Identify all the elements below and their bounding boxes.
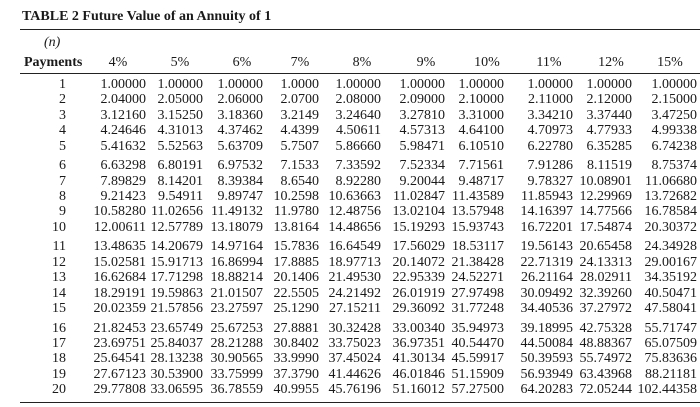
- table-cell: 3.24640: [335, 107, 381, 123]
- table-cell: 1.00000: [527, 77, 573, 92]
- table-cell: 34.35192: [644, 270, 697, 286]
- table-cell: 14.20679: [150, 239, 203, 255]
- table-cell: 15.19293: [392, 219, 445, 235]
- table-cell: 63.43968: [579, 366, 632, 382]
- table-cell: 11.06680: [645, 173, 697, 189]
- payment-number: 13: [52, 270, 66, 286]
- table-cell: 24.21492: [328, 285, 381, 301]
- payment-number: 9: [59, 204, 66, 220]
- table-cell: 55.74972: [579, 351, 632, 367]
- table-cell: 1.00000: [458, 77, 504, 92]
- table-cell: 5.86660: [335, 138, 381, 154]
- table-cell: 4.99338: [651, 123, 697, 139]
- payment-number: 15: [52, 301, 66, 316]
- table-cell: 29.36092: [392, 301, 445, 316]
- table-cell: 1.00000: [586, 77, 632, 92]
- table-cell: 2.11000: [528, 92, 573, 108]
- table-cell: 4.4399: [280, 123, 319, 139]
- table-cell: 25.84037: [150, 336, 203, 351]
- table-cell: 14.97164: [210, 239, 263, 255]
- table-cell: 2.05000: [157, 92, 203, 108]
- table-cell: 3.18360: [217, 107, 263, 123]
- table-cell: 9.21423: [100, 189, 146, 204]
- table-cell: 11.9780: [274, 204, 319, 220]
- rate-header-4pct: 4%: [108, 55, 128, 70]
- table-cell: 20.65458: [579, 239, 632, 255]
- payment-number: 7: [59, 173, 66, 189]
- table-cell: 8.11519: [587, 158, 632, 174]
- table-cell: 2.09000: [399, 92, 445, 108]
- table-cell: 21.82453: [93, 320, 146, 336]
- table-cell: 20.14072: [392, 254, 445, 270]
- table-cell: 2.10000: [458, 92, 504, 108]
- table-cell: 22.5505: [273, 285, 319, 301]
- table-cell: 8.39384: [217, 173, 263, 189]
- table-cell: 26.21164: [521, 270, 573, 286]
- table-cell: 9.89747: [217, 189, 263, 204]
- table-cell: 36.78559: [210, 382, 263, 398]
- table-cell: 9.78327: [527, 173, 573, 189]
- table-cell: 2.04000: [100, 92, 146, 108]
- table-cell: 3.37440: [586, 107, 632, 123]
- payment-number: 4: [59, 123, 66, 139]
- table-cell: 13.57948: [451, 204, 504, 220]
- table-cell: 16.64549: [328, 239, 381, 255]
- table-cell: 17.54874: [579, 219, 632, 235]
- rate-header-8pct: 8%: [352, 55, 372, 70]
- table-cell: 33.9990: [273, 351, 319, 367]
- table-cell: 12.00611: [94, 219, 146, 235]
- payment-number: 1: [59, 77, 66, 92]
- table-cell: 25.1290: [273, 301, 319, 316]
- table-cell: 7.52334: [399, 158, 445, 174]
- table-cell: 11.85943: [521, 189, 573, 204]
- table-cell: 30.32428: [328, 320, 381, 336]
- table-cell: 7.71561: [458, 158, 504, 174]
- table-cell: 88.21181: [645, 366, 697, 382]
- table-cell: 15.7836: [273, 239, 319, 255]
- table-cell: 13.8164: [273, 219, 319, 235]
- table-cell: 4.37462: [217, 123, 263, 139]
- payment-number: 10: [52, 219, 66, 235]
- table-cell: 6.74238: [651, 138, 697, 154]
- table-cell: 19.59863: [150, 285, 203, 301]
- table-cell: 20.1406: [273, 270, 319, 286]
- table-cell: 20.02359: [93, 301, 146, 316]
- payment-number: 17: [52, 336, 66, 351]
- header-rule: [20, 73, 700, 74]
- table-cell: 2.06000: [217, 92, 263, 108]
- table-cell: 6.97532: [217, 158, 263, 174]
- table-cell: 18.29191: [93, 285, 146, 301]
- table-cell: 10.63663: [328, 189, 381, 204]
- payment-number: 19: [52, 366, 66, 382]
- table-cell: 21.01507: [210, 285, 263, 301]
- table-cell: 55.71747: [644, 320, 697, 336]
- table-cell: 16.78584: [644, 204, 697, 220]
- table-cell: 17.71298: [150, 270, 203, 286]
- table-cell: 13.72682: [644, 189, 697, 204]
- table-cell: 8.6540: [280, 173, 319, 189]
- table-cell: 4.77933: [586, 123, 632, 139]
- table-cell: 51.16012: [392, 382, 445, 398]
- table-cell: 42.75328: [579, 320, 632, 336]
- table-cell: 17.56029: [392, 239, 445, 255]
- table-cell: 102.44358: [637, 382, 697, 398]
- table-cell: 12.57789: [150, 219, 203, 235]
- table-cell: 6.35285: [586, 138, 632, 154]
- rate-header-6pct: 6%: [232, 55, 252, 70]
- table-cell: 1.0000: [280, 77, 319, 92]
- table-cell: 29.77808: [93, 382, 146, 398]
- table-cell: 28.21288: [210, 336, 263, 351]
- table-cell: 45.76196: [328, 382, 381, 398]
- table-cell: 16.86994: [210, 254, 263, 270]
- table-cell: 14.77566: [579, 204, 632, 220]
- table-cell: 2.12000: [586, 92, 632, 108]
- table-cell: 4.57313: [399, 123, 445, 139]
- table-cell: 1.00000: [399, 77, 445, 92]
- table-cell: 30.09492: [520, 285, 573, 301]
- table-cell: 30.8402: [273, 336, 319, 351]
- rate-header-11pct: 11%: [536, 55, 562, 70]
- table-cell: 2.0700: [280, 92, 319, 108]
- payments-label: Payments: [24, 55, 83, 70]
- table-cell: 6.80191: [157, 158, 203, 174]
- table-cell: 11.02847: [393, 189, 445, 204]
- table-cell: 33.06595: [150, 382, 203, 398]
- table-cell: 3.34210: [527, 107, 573, 123]
- table-cell: 5.98471: [399, 138, 445, 154]
- table-cell: 34.40536: [520, 301, 573, 316]
- table-cell: 19.56143: [520, 239, 573, 255]
- table-cell: 50.39593: [520, 351, 573, 367]
- table-cell: 25.67253: [210, 320, 263, 336]
- payment-number: 12: [52, 254, 66, 270]
- table-cell: 13.48635: [93, 239, 146, 255]
- payment-number: 16: [52, 320, 66, 336]
- table-cell: 21.57856: [150, 301, 203, 316]
- table-cell: 27.97498: [451, 285, 504, 301]
- table-cell: 10.08901: [579, 173, 632, 189]
- table-cell: 7.33592: [335, 158, 381, 174]
- table-cell: 37.27972: [579, 301, 632, 316]
- table-cell: 40.50471: [644, 285, 697, 301]
- table-cell: 13.18079: [210, 219, 263, 235]
- table-cell: 48.88367: [579, 336, 632, 351]
- table-cell: 35.94973: [451, 320, 504, 336]
- title-rule: [20, 29, 700, 30]
- table-cell: 45.59917: [451, 351, 504, 367]
- table-cell: 41.44626: [328, 366, 381, 382]
- table-cell: 7.1533: [280, 158, 319, 174]
- table-cell: 75.83636: [644, 351, 697, 367]
- table-cell: 5.63709: [217, 138, 263, 154]
- rate-header-5pct: 5%: [170, 55, 190, 70]
- rate-header-12pct: 12%: [598, 55, 624, 70]
- table-cell: 27.67123: [93, 366, 146, 382]
- table-cell: 15.02581: [93, 254, 146, 270]
- table-cell: 6.10510: [458, 138, 504, 154]
- table-cell: 8.92280: [335, 173, 381, 189]
- table-cell: 29.00167: [644, 254, 697, 270]
- table-cell: 33.75023: [328, 336, 381, 351]
- table-cell: 33.00340: [392, 320, 445, 336]
- table-cell: 10.58280: [93, 204, 146, 220]
- table-cell: 4.24646: [100, 123, 146, 139]
- table-cell: 23.69751: [93, 336, 146, 351]
- table-cell: 10.2598: [273, 189, 319, 204]
- table-cell: 22.71319: [520, 254, 573, 270]
- table-cell: 18.88214: [210, 270, 263, 286]
- table-cell: 4.64100: [458, 123, 504, 139]
- table-cell: 1.00000: [651, 77, 697, 92]
- table-cell: 28.13238: [150, 351, 203, 367]
- payment-number: 20: [52, 382, 66, 398]
- table-cell: 23.27597: [210, 301, 263, 316]
- table-cell: 14.16397: [520, 204, 573, 220]
- table-cell: 47.58041: [644, 301, 697, 316]
- table-cell: 24.34928: [644, 239, 697, 255]
- table-cell: 17.8885: [273, 254, 319, 270]
- table-cell: 23.65749: [150, 320, 203, 336]
- table-cell: 2.08000: [335, 92, 381, 108]
- table-cell: 18.97713: [328, 254, 381, 270]
- table-cell: 25.64541: [93, 351, 146, 367]
- table-cell: 3.15250: [157, 107, 203, 123]
- table-cell: 33.75999: [210, 366, 263, 382]
- table-cell: 13.02104: [392, 204, 445, 220]
- n-label: (n): [44, 35, 61, 50]
- table-cell: 12.29969: [579, 189, 632, 204]
- table-cell: 27.15211: [329, 301, 381, 316]
- table-cell: 5.41632: [100, 138, 146, 154]
- table-title: TABLE 2 Future Value of an Annuity of 1: [22, 9, 272, 24]
- table-cell: 24.52271: [451, 270, 504, 286]
- payment-number: 11: [52, 239, 66, 255]
- table-cell: 64.20283: [520, 382, 573, 398]
- table-cell: 9.54911: [158, 189, 203, 204]
- table-cell: 6.63298: [100, 158, 146, 174]
- table-cell: 7.89829: [100, 173, 146, 189]
- table-cell: 8.75374: [651, 158, 697, 174]
- payment-number: 18: [52, 351, 66, 367]
- table-cell: 1.00000: [335, 77, 381, 92]
- rate-header-9pct: 9%: [416, 55, 436, 70]
- table-cell: 15.93743: [451, 219, 504, 235]
- table-cell: 31.77248: [451, 301, 504, 316]
- table-cell: 22.95339: [392, 270, 445, 286]
- table-cell: 15.91713: [150, 254, 203, 270]
- table-cell: 6.22780: [527, 138, 573, 154]
- table-cell: 28.02911: [580, 270, 632, 286]
- table-cell: 3.31000: [458, 107, 504, 123]
- table-cell: 56.93949: [520, 366, 573, 382]
- table-cell: 37.45024: [328, 351, 381, 367]
- table-cell: 9.20044: [399, 173, 445, 189]
- table-cell: 57.27500: [451, 382, 504, 398]
- table-cell: 14.48656: [328, 219, 381, 235]
- table-cell: 11.02656: [151, 204, 203, 220]
- table-cell: 20.30372: [644, 219, 697, 235]
- table-cell: 21.49530: [328, 270, 381, 286]
- payment-number: 14: [52, 285, 66, 301]
- table-cell: 32.39260: [579, 285, 632, 301]
- table-cell: 5.52563: [157, 138, 203, 154]
- payment-number: 5: [59, 138, 66, 154]
- table-cell: 3.27810: [399, 107, 445, 123]
- table-cell: 11.49132: [211, 204, 263, 220]
- table-cell: 9.48717: [458, 173, 504, 189]
- rate-header-7pct: 7%: [290, 55, 310, 70]
- table-cell: 21.38428: [451, 254, 504, 270]
- payment-number: 8: [59, 189, 66, 204]
- table-cell: 3.2149: [280, 107, 319, 123]
- table-cell: 8.14201: [157, 173, 203, 189]
- table-cell: 4.50611: [336, 123, 381, 139]
- table-cell: 26.01919: [392, 285, 445, 301]
- table-cell: 65.07509: [644, 336, 697, 351]
- table-cell: 40.9955: [273, 382, 319, 398]
- table-cell: 5.7507: [280, 138, 319, 154]
- table-cell: 4.31013: [157, 123, 203, 139]
- table-cell: 3.12160: [100, 107, 146, 123]
- table-cell: 37.3790: [273, 366, 319, 382]
- table-cell: 40.54470: [451, 336, 504, 351]
- payment-number: 2: [59, 92, 66, 108]
- rate-header-15pct: 15%: [657, 55, 683, 70]
- table-cell: 11.43589: [452, 189, 504, 204]
- payment-number: 6: [59, 158, 66, 174]
- table-cell: 2.15000: [651, 92, 697, 108]
- table-cell: 3.47250: [651, 107, 697, 123]
- table-cell: 4.70973: [527, 123, 573, 139]
- table-cell: 39.18995: [520, 320, 573, 336]
- table-cell: 1.00000: [217, 77, 263, 92]
- table-cell: 30.90565: [210, 351, 263, 367]
- table-cell: 7.91286: [527, 158, 573, 174]
- payment-number: 3: [59, 107, 66, 123]
- table-cell: 24.13313: [579, 254, 632, 270]
- table-cell: 1.00000: [100, 77, 146, 92]
- table-cell: 27.8881: [273, 320, 319, 336]
- table-cell: 72.05244: [579, 382, 632, 398]
- table-cell: 51.15909: [451, 366, 504, 382]
- table-cell: 16.72201: [520, 219, 573, 235]
- bottom-rule: [20, 402, 700, 403]
- table-cell: 1.00000: [157, 77, 203, 92]
- table-cell: 46.01846: [392, 366, 445, 382]
- table-cell: 41.30134: [392, 351, 445, 367]
- table-cell: 12.48756: [328, 204, 381, 220]
- rate-header-10pct: 10%: [474, 55, 500, 70]
- table-cell: 44.50084: [520, 336, 573, 351]
- table-cell: 18.53117: [452, 239, 504, 255]
- table-cell: 16.62684: [93, 270, 146, 286]
- table-cell: 30.53900: [150, 366, 203, 382]
- table-cell: 36.97351: [392, 336, 445, 351]
